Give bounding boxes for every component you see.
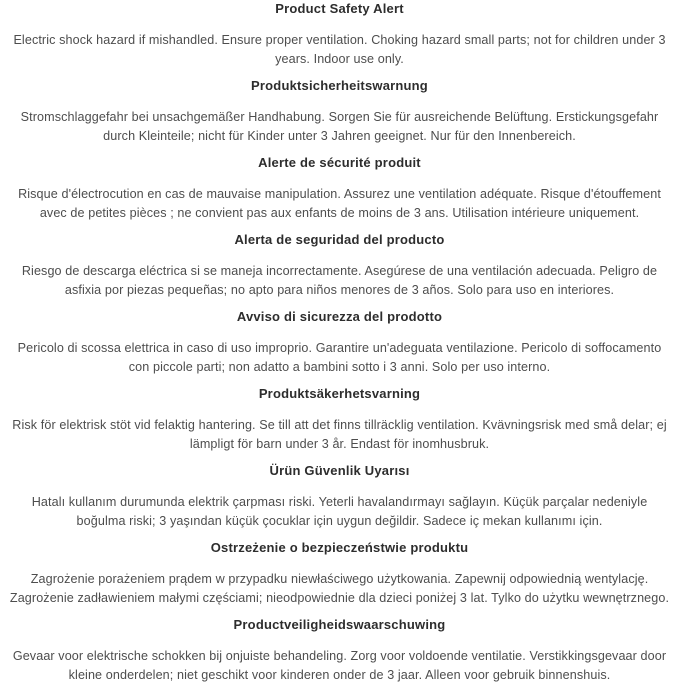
safety-alert-section [8,617,671,685]
section-heading: Alerte de sécurité produit [258,155,421,170]
section-body: Gevaar voor elektrische schokken bij onjuiste behandeling. Zorg voor voldoende ventilatie. Verstikkingsgevaar door kleine onderdelen; niet geschikt voor kinderen onder de 3 jaar. Alleen voor gebruik binnenshuis. [12,649,667,682]
section-body: Risk för elektrisk stöt vid felaktig hantering. Se till att det finns tillräcklig ventilation. Kvävningsrisk med små delar; ej lämpligt för barn under 3 år. Endast för inomhusbruk. [12,418,667,451]
section-heading: Ürün Güvenlik Uyarısı [269,463,410,478]
section-body: Risque d'électrocution en cas de mauvaise manipulation. Assurez une ventilation adéquate. Risque d'étouffement avec de petites pièces ; ne convient pas aux enfants de moins de 3 ans. Utilisation intérieure uniquement. [18,187,661,220]
safety-alert-section [8,463,671,531]
section-heading: Produktsicherheitswarnung [251,78,428,93]
section-heading: Productveiligheidswaarschuwing [233,617,446,632]
section-heading: Produktsäkerhetsvarning [258,386,421,401]
safety-alert-section [8,1,671,69]
section-body: Zagrożenie porażeniem prądem w przypadku niewłaściwego użytkowania. Zapewnij odpowiednią wentylację. Zagrożenie zadławieniem małymi częściami; nieodpowiednie dla dzieci poniżej 3 lat. Tylko do użytku wewnętrznego. [9,572,670,605]
section-heading: Product Safety Alert [275,1,404,16]
safety-alert-section [8,309,671,377]
section-body: Hatalı kullanım durumunda elektrik çarpması riski. Yeterli havalandırmayı sağlayın. Küçük parçalar nedeniyle boğulma riski; 3 yaşından küçük çocuklar için uygun değildir. Sadece iç mekan kullanımı için. [31,495,648,528]
section-body: Pericolo di scossa elettrica in caso di uso improprio. Garantire un'adeguata ventilazione. Pericolo di soffocamento con piccole parti; non adatto a bambini sotto i 3 anni. Solo per uso interno. [17,341,662,374]
section-heading: Ostrzeżenie o bezpieczeństwie produktu [210,540,469,555]
safety-alert-section [8,78,671,146]
safety-alert-section [8,386,671,454]
section-heading: Alerta de seguridad del producto [234,232,445,247]
section-body: Riesgo de descarga eléctrica si se maneja incorrectamente. Asegúrese de una ventilación adecuada. Peligro de asfixia por piezas pequeñas; no apto para niños menores de 3 años. Solo para uso en interiores. [21,264,658,297]
section-body: Stromschlaggefahr bei unsachgemäßer Handhabung. Sorgen Sie für ausreichende Belüftung. Erstickungsgefahr durch Kleinteile; nicht für Kinder unter 3 Jahren geeignet. Nur für den Innenbereich. [20,110,659,143]
section-heading: Avviso di sicurezza del prodotto [236,309,443,324]
safety-alert-section [8,540,671,608]
safety-alert-section [8,232,671,300]
section-body: Electric shock hazard if mishandled. Ensure proper ventilation. Choking hazard small parts; not for children under 3 years. Indoor use only. [13,33,666,66]
safety-alert-section [8,155,671,223]
